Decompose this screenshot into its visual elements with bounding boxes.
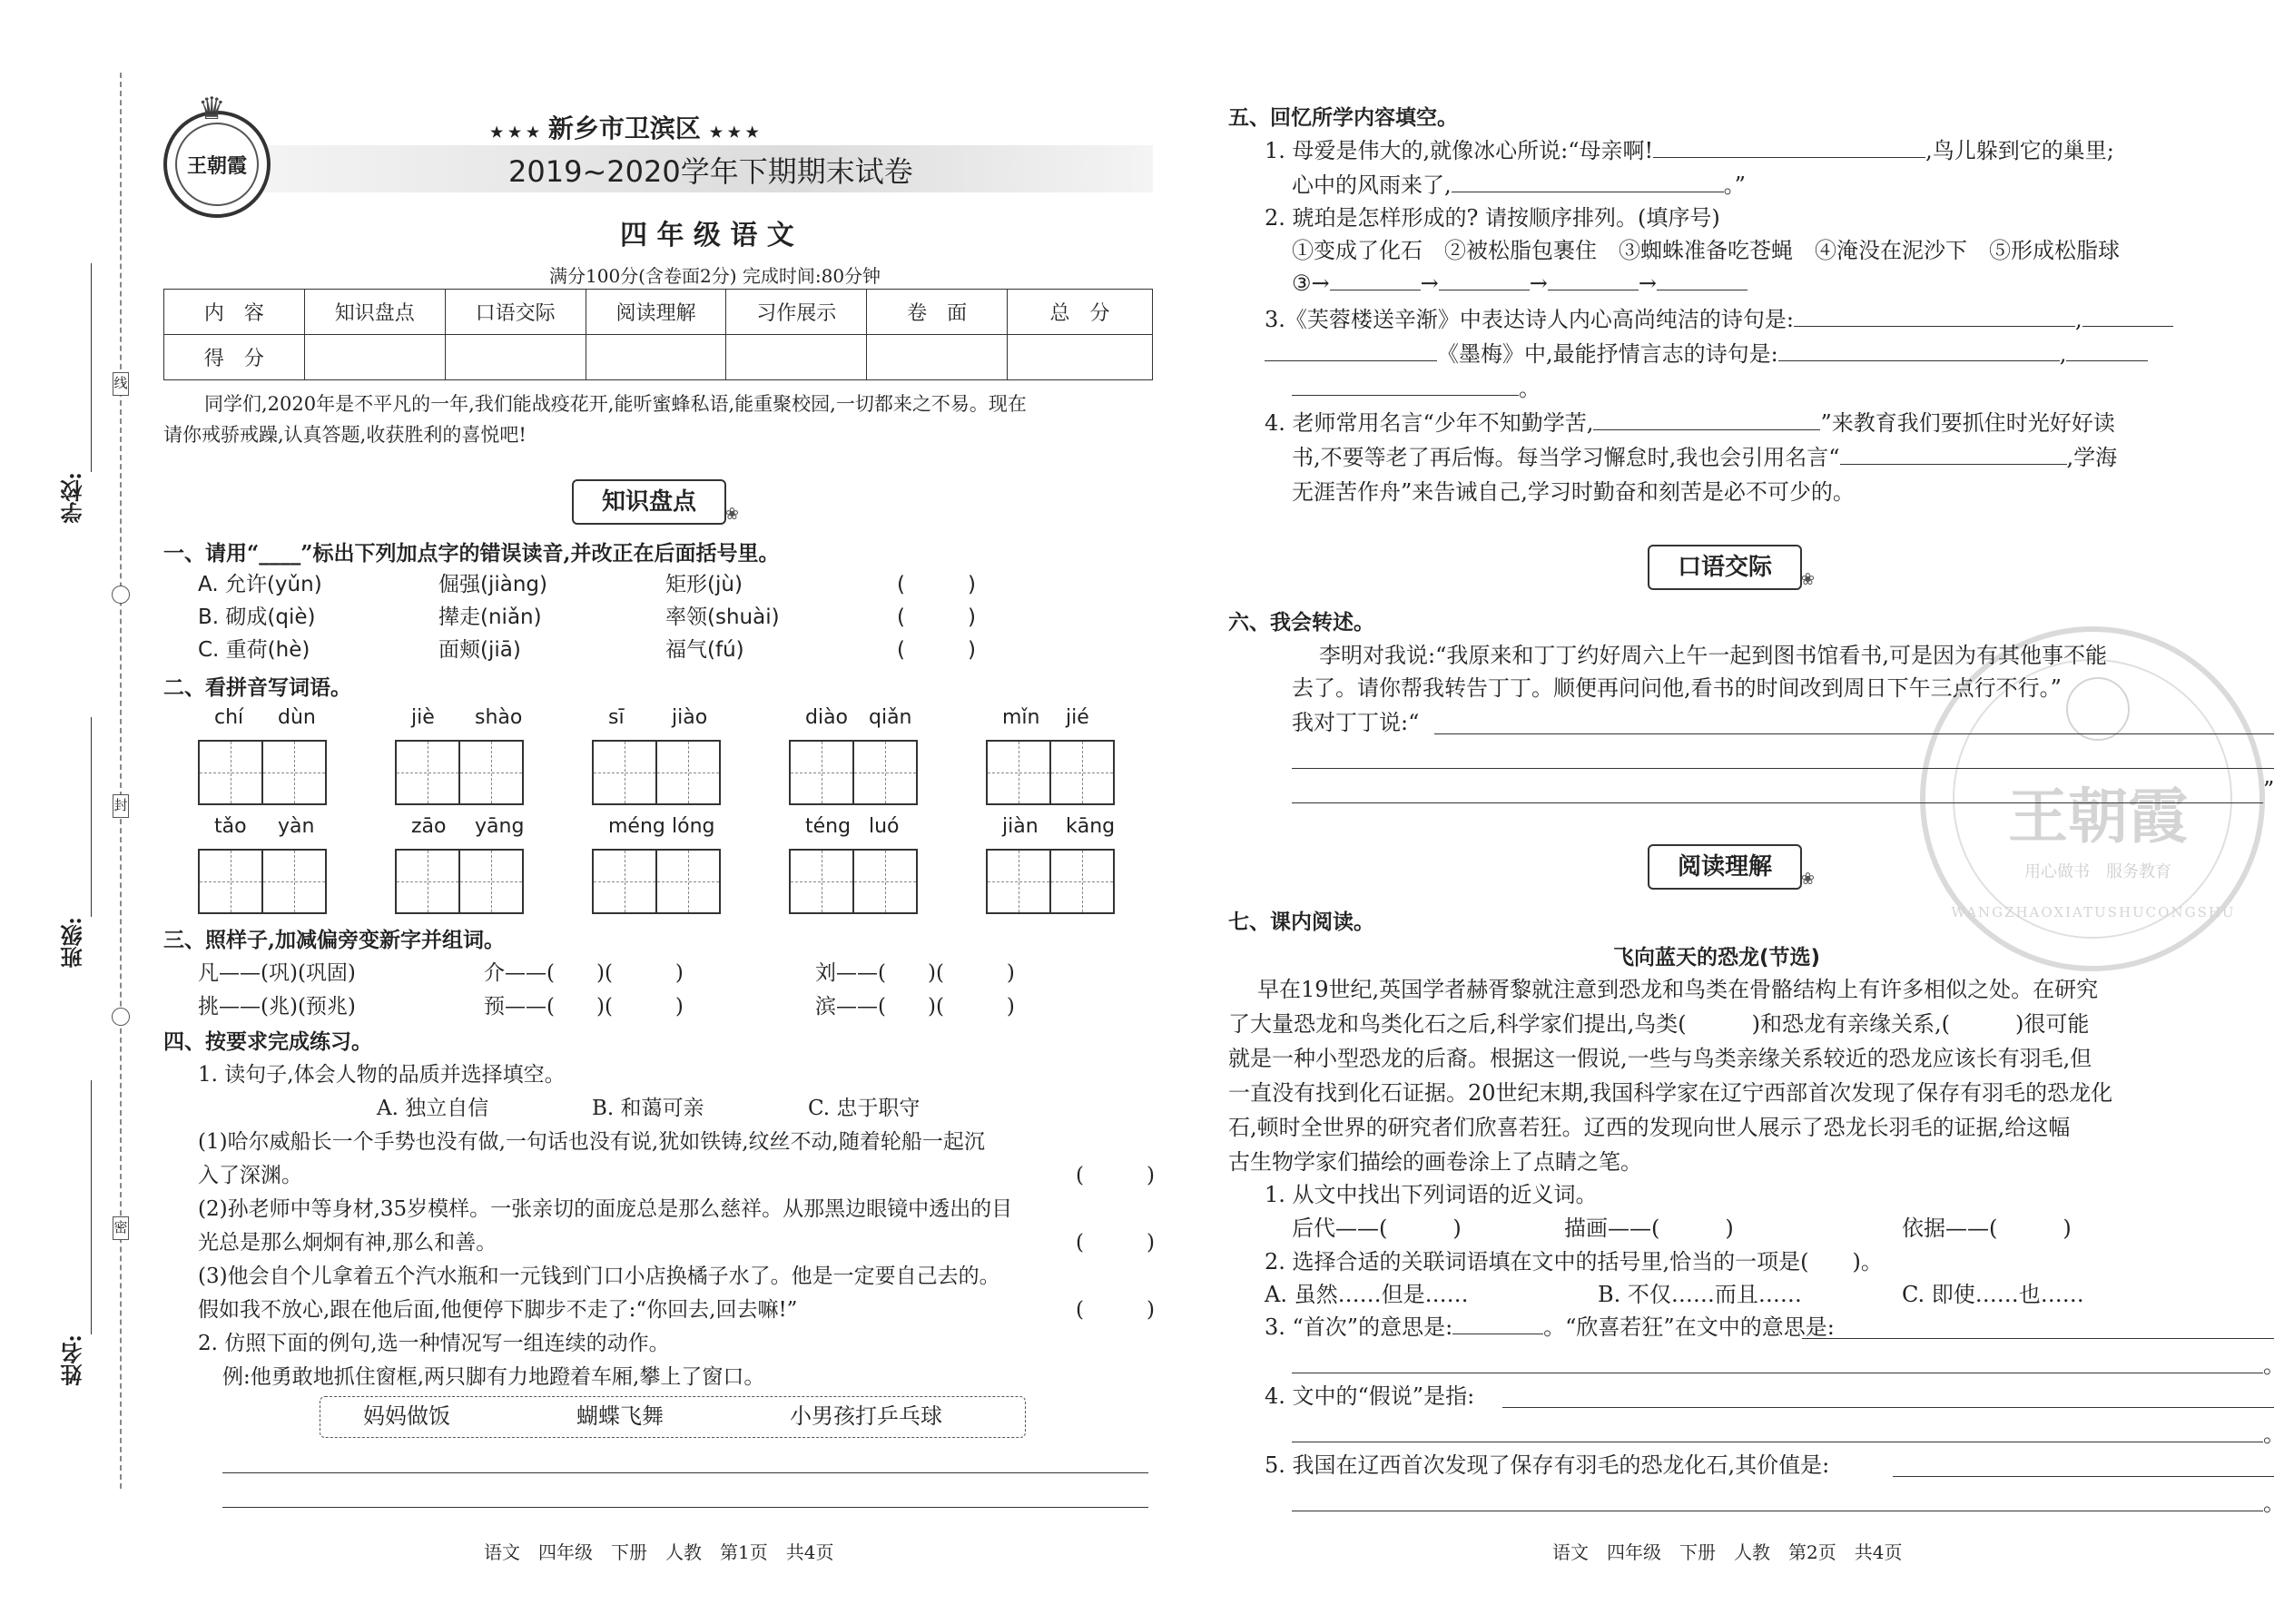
q7-sub4: 4. 文中的“假说”是指: (1265, 1383, 1475, 1409)
right-page (1167, 0, 2294, 1624)
q3-item[interactable]: 介——( )( ) (484, 961, 684, 985)
name-field[interactable] (91, 1080, 92, 1334)
q5-line1b (1292, 169, 1746, 202)
writing-cell[interactable] (592, 849, 657, 914)
passage-line: 石,顿时全世界的研究者们欣喜若狂。辽西的发现向世人展示了恐龙长羽毛的证据,给这幅 (1228, 1115, 2071, 1140)
score-cell[interactable] (304, 335, 445, 380)
q5-blank[interactable] (2082, 305, 2173, 327)
intro-line: 同学们,2020年是不平凡的一年,我们能战疫花开,能听蜜蜂私语,能重聚校园,一切都来之不易。现在 (204, 393, 1027, 415)
q5-arrow: → (1420, 271, 1439, 296)
writing-cell[interactable] (655, 740, 721, 805)
q3-title: 三、照样子,加减偏旁变新字并组词。 (163, 928, 506, 952)
writing-grid[interactable] (198, 849, 325, 914)
exam-title: 2019~2020学年下期期末试卷 (508, 154, 913, 189)
writing-cell[interactable] (986, 849, 1051, 914)
q4-item-text: 光总是那么炯炯有神,那么和善。 (198, 1231, 497, 1255)
writing-grid[interactable] (395, 740, 522, 805)
writing-cell[interactable] (592, 740, 657, 805)
watermark-big-text: 王朝霞 (2008, 781, 2188, 851)
q6-answer-line[interactable] (1434, 733, 2274, 734)
q5-seq-blank[interactable] (1657, 269, 1748, 290)
q7-sub3-line[interactable] (1802, 1338, 2274, 1339)
writing-grid[interactable] (592, 849, 719, 914)
q5-text: 《墨梅》中,最能抒情言志的诗句是: (1437, 341, 1778, 367)
footer-left: 语文 四年级 下册 人教 第1页 共4页 (484, 1541, 834, 1563)
score-table-header-row (164, 290, 1153, 335)
writing-grid[interactable] (198, 740, 325, 805)
q4-answer-line[interactable] (222, 1507, 1148, 1508)
q7-sub1-item[interactable]: 后代——( ) (1292, 1216, 1462, 1241)
q5-line3b (1265, 338, 2148, 371)
q7-sub3 (1265, 1311, 1835, 1344)
q5-line4 (1265, 407, 2115, 440)
q6-answer-line[interactable] (1292, 802, 2263, 803)
pinyin-syllable: lóng (672, 815, 715, 838)
mark-seal: 封 (113, 794, 129, 818)
score-cell[interactable] (726, 335, 867, 380)
stars-left-icon: ★ ★ ★ (490, 123, 540, 141)
q4-title: 四、按要求完成练习。 (163, 1029, 372, 1054)
q4-option: A. 独立自信 (377, 1097, 489, 1120)
q1-answer-bracket[interactable]: ( ) (897, 638, 976, 662)
pinyin-syllable: jiàn (1002, 815, 1039, 838)
q2-title: 二、看拼音写词语。 (163, 675, 351, 700)
pinyin-syllable: dùn (278, 706, 316, 729)
q7-sub5-end: 。 (2263, 1491, 2285, 1516)
intro-line: 请你戒骄戒躁,认真答题,收获胜利的喜悦吧! (163, 424, 527, 446)
writing-cell[interactable] (789, 849, 854, 914)
q7-sub3-text: 。“欣喜若狂”在文中的意思是: (1543, 1314, 1835, 1340)
section-reading-title: 阅读理解 ❀ (1648, 844, 1802, 890)
q7-sub5: 5. 我国在辽西首次发现了保存有羽毛的恐龙化石,其价值是: (1265, 1452, 1830, 1478)
q5-blank[interactable] (1292, 374, 1519, 396)
pinyin-syllable: jiè (411, 706, 435, 729)
score-cell[interactable] (445, 335, 586, 380)
pinyin-syllable: mǐn (1002, 706, 1040, 729)
q1-answer-bracket[interactable]: ( ) (897, 573, 976, 596)
writing-grid[interactable] (986, 849, 1113, 914)
pinyin-syllable: yàn (278, 815, 315, 838)
writing-cell[interactable] (986, 740, 1051, 805)
q7-sub4-end: 。 (2263, 1422, 2285, 1447)
score-header-cell: 阅读理解 (586, 290, 726, 335)
q5-blank[interactable] (1593, 408, 1820, 430)
q1-option: 福气(fú) (665, 638, 744, 662)
q7-sub1-item[interactable]: 描画——( ) (1564, 1216, 1734, 1241)
writing-cell[interactable] (395, 740, 460, 805)
q4-item-text: (2)孙老师中等身材,35岁模样。一张亲切的面庞总是那么慈祥。从那黑边眼镜中透出的目 (198, 1197, 1013, 1221)
region-title: 新乡市卫滨区 (547, 113, 701, 143)
q3-item[interactable]: 刘——( )( ) (815, 961, 1015, 985)
passage-line: 就是一种小型恐龙的后裔。根据这一假说,一些与鸟类亲缘关系较近的恐龙应该长有羽毛,但 (1228, 1046, 2092, 1071)
q5-text: 。 (1519, 376, 1541, 401)
q5-line2: 2. 琥珀是怎样形成的? 请按顺序排列。(填序号) (1265, 205, 1720, 231)
writing-cell[interactable] (458, 740, 524, 805)
q6-answer-line[interactable] (1292, 768, 2274, 769)
q5-line4b (1292, 441, 2117, 475)
q3-item: 凡——(巩)(巩固) (198, 961, 356, 985)
mark-close: 密 (113, 1216, 129, 1240)
q6-text: 李明对我说:“我原来和丁丁约好周六上午一起到图书馆看书,可是因为有其他事不能 (1319, 643, 2107, 668)
logo-text: 王朝霞 (186, 153, 247, 178)
score-cell[interactable] (1008, 335, 1153, 380)
school-field[interactable] (91, 263, 92, 472)
q5-text: 4. 老师常用名言“少年不知勤学苦, (1265, 410, 1594, 436)
q5-line1 (1265, 134, 2114, 168)
q5-arrow: → (1638, 271, 1657, 296)
writing-cell[interactable] (852, 740, 918, 805)
q5-blank[interactable] (1794, 305, 2075, 327)
score-cell[interactable] (867, 335, 1008, 380)
writing-cell[interactable] (198, 849, 263, 914)
q3-item[interactable]: 滨——( )( ) (815, 995, 1015, 1019)
q7-sub2: 2. 选择合适的关联词语填在文中的括号里,恰当的一项是( )。 (1265, 1249, 1883, 1275)
q4-choice: 蝴蝶飞舞 (576, 1403, 664, 1429)
class-label: 班级: (60, 917, 86, 969)
writing-cell[interactable] (1049, 849, 1115, 914)
q7-sub3-text: 3. “首次”的意思是: (1265, 1314, 1453, 1340)
q7-sub4-line[interactable] (1502, 1407, 2274, 1408)
q4-choice: 小男孩打乒乓球 (790, 1403, 942, 1429)
passage-line: 了大量恐龙和鸟类化石之后,科学家们提出,鸟类( )和恐龙有亲缘关系,( )很可能 (1228, 1011, 2090, 1037)
q5-blank[interactable] (1452, 171, 1724, 192)
q7-sub2-option: C. 即使……也…… (1902, 1282, 2084, 1307)
q5-blank[interactable] (2066, 340, 2148, 361)
writing-cell[interactable] (1049, 740, 1115, 805)
q5-line2-sequence (1292, 267, 1748, 300)
region-line (490, 109, 759, 145)
q7-sub1: 1. 从文中找出下列词语的近义词。 (1265, 1182, 1598, 1207)
q1-option: 倔强(jiàng) (438, 573, 547, 596)
q4-option: B. 和蔼可亲 (592, 1097, 704, 1120)
name-label: 姓名: (60, 1334, 86, 1386)
pinyin-syllable: luó (869, 815, 900, 838)
exam-info: 满分100分(含卷面2分) 完成时间:80分钟 (549, 265, 881, 287)
q7-sub2-option: A. 虽然……但是…… (1265, 1282, 1469, 1307)
q7-sub5-line[interactable] (1893, 1476, 2274, 1477)
q5-text: ,学海 (2066, 445, 2118, 470)
pinyin-syllable: jiào (672, 706, 708, 729)
q5-seq-start: ③→ (1292, 271, 1330, 296)
section-oral-title: 口语交际 ❀ (1648, 545, 1802, 590)
q4-item-text: (3)他会自个儿拿着五个汽水瓶和一元钱到门口小店换橘子水了。他是一定要自己去的。 (198, 1265, 1000, 1288)
score-row-label: 得 分 (164, 335, 305, 380)
q4-item-text: (1)哈尔威船长一个手势也没有做,一句话也没有说,犹如铁铸,纹丝不动,随着轮船一起沉 (198, 1130, 985, 1154)
q5-text: , (2074, 307, 2082, 332)
q5-line3c (1292, 372, 1541, 406)
q4-sub2: 2. 仿照下面的例句,选一种情况写一组连续的动作。 (198, 1332, 670, 1355)
q5-seq-blank[interactable] (1548, 269, 1639, 290)
q7-sub3-end: 。 (2263, 1353, 2285, 1378)
q5-text: 心中的风雨来了, (1292, 172, 1452, 198)
score-header-cell: 知识盘点 (304, 290, 445, 335)
pinyin-syllable: zāo (411, 815, 447, 838)
writing-cell[interactable] (655, 849, 721, 914)
watermark-slogan: 用心做书 服务教育 (2024, 862, 2171, 881)
q4-item-text: 入了深渊。 (198, 1164, 302, 1187)
passage-line: 一直没有找到化石证据。20世纪末期,我国科学家在辽宁西部首次发现了保存有羽毛的恐龙化 (1228, 1080, 2113, 1106)
pinyin-syllable: chí (214, 706, 244, 729)
writing-grid[interactable] (789, 849, 916, 914)
q5-line2-options: ①变成了化石 ②被松脂包裹住 ③蜘蛛准备吃苍蝇 ④淹没在泥沙下 ⑤形成松脂球 (1292, 238, 2120, 263)
q4-answer-bracket[interactable]: ( ) (1076, 1298, 1155, 1322)
stars-right-icon: ★ ★ ★ (709, 123, 759, 141)
q5-text: 3.《芙蓉楼送辛渐》中表达诗人内心高尚纯洁的诗句是: (1265, 307, 1794, 332)
pinyin-syllable: yāng (475, 815, 525, 838)
score-header-cell: 总 分 (1008, 290, 1153, 335)
q5-seq-blank[interactable] (1330, 269, 1421, 290)
q4-choice: 妈妈做饭 (363, 1403, 450, 1429)
q1-option: B. 砌成(qiè) (198, 605, 316, 629)
q7-title: 七、课内阅读。 (1228, 910, 1374, 934)
q6-title: 六、我会转述。 (1228, 610, 1374, 635)
writing-cell[interactable] (458, 849, 524, 914)
writing-cell[interactable] (789, 740, 854, 805)
score-cell[interactable] (586, 335, 726, 380)
writing-cell[interactable] (198, 740, 263, 805)
q5-text: ”来教育我们要抓住时光好好读 (1820, 410, 2115, 436)
writing-cell[interactable] (395, 849, 460, 914)
q4-answer-bracket[interactable]: ( ) (1076, 1164, 1155, 1187)
score-table (163, 289, 1153, 380)
q5-blank[interactable] (1840, 443, 2067, 465)
q3-item[interactable]: 预——( )( ) (484, 995, 684, 1019)
q5-text: , (2059, 341, 2067, 367)
writing-cell[interactable] (852, 849, 918, 914)
q5-line4c: 无涯苦作舟”来告诫自己,学习时勤奋和刻苦是必不可少的。 (1292, 479, 1855, 505)
q4-item-text: 假如我不放心,跟在他后面,他便停下脚步不走了:“你回去,回去嘛!” (198, 1298, 798, 1322)
watermark-portrait-icon (2066, 677, 2130, 741)
binding-dashed-line (120, 73, 122, 1489)
score-header-cell: 卷 面 (867, 290, 1008, 335)
q5-seq-blank[interactable] (1439, 269, 1530, 290)
writing-grid[interactable] (986, 740, 1113, 805)
passage-line: 古生物学家们描绘的画卷涂上了点睛之笔。 (1228, 1149, 1642, 1175)
school-label: 学校: (60, 472, 86, 524)
q5-blank[interactable] (1778, 340, 2060, 361)
writing-grid[interactable] (789, 740, 916, 805)
q5-text: ,鸟儿躲到它的巢里; (1925, 138, 2114, 163)
pinyin-syllable: jié (1066, 706, 1089, 729)
q5-text: 书,不要等老了再后悔。每当学习懈怠时,我也会引用名言“ (1292, 445, 1840, 470)
q1-answer-bracket[interactable]: ( ) (897, 605, 976, 629)
q1-option: A. 允许(yǔn) (198, 573, 322, 596)
q5-blank[interactable] (1653, 136, 1925, 158)
score-header-cell: 习作展示 (726, 290, 867, 335)
binding-hole-icon (112, 586, 130, 604)
passage-title: 飞向蓝天的恐龙(节选) (1613, 946, 1821, 969)
q1-option: 率领(shuài) (665, 605, 780, 629)
q1-title: 一、请用“____”标出下列加点字的错误读音,并改正在后面括号里。 (163, 541, 780, 566)
crown-icon: ♛ (198, 91, 226, 127)
q3-item: 挑——(兆)(预兆) (198, 995, 356, 1019)
q6-prompt: 我对丁丁说:“ (1292, 710, 1420, 735)
score-header-cell: 口语交际 (445, 290, 586, 335)
q5-title: 五、回忆所学内容填空。 (1228, 105, 1458, 130)
q7-sub2-option: B. 不仅……而且…… (1598, 1282, 1802, 1307)
q4-answer-line[interactable] (222, 1472, 1148, 1473)
q5-text: 1. 母爱是伟大的,就像冰心所说:“母亲啊! (1265, 138, 1654, 163)
q1-option: 面颊(jiā) (438, 638, 521, 662)
score-table-row (164, 335, 1153, 380)
q1-option: 矩形(jù) (665, 573, 743, 596)
q1-option: C. 重荷(hè) (198, 638, 310, 662)
writing-cell[interactable] (261, 849, 327, 914)
q5-arrow: → (1529, 271, 1548, 296)
binding-hole-icon (112, 1008, 130, 1026)
pinyin-syllable: kāng (1066, 815, 1116, 838)
pinyin-syllable: shào (475, 706, 523, 729)
passage-line: 早在19世纪,英国学者赫胥黎就注意到恐龙和鸟类在骨骼结构上有许多相似之处。在研究 (1257, 977, 2099, 1002)
pinyin-syllable: diào (805, 706, 849, 729)
pinyin-syllable: méng (608, 815, 665, 838)
logo-inner (175, 123, 259, 206)
writing-grid[interactable] (592, 740, 719, 805)
q4-example: 例:他勇敢地抓住窗框,两只脚有力地蹬着车厢,攀上了窗口。 (222, 1365, 765, 1389)
footer-right: 语文 四年级 下册 人教 第2页 共4页 (1552, 1541, 1903, 1563)
q5-text: 。” (1723, 172, 1746, 198)
pinyin-syllable: téng (805, 815, 852, 838)
q4-sub1: 1. 读句子,体会人物的品质并选择填空。 (198, 1063, 566, 1087)
class-field[interactable] (91, 717, 92, 917)
pinyin-syllable: tǎo (214, 815, 247, 838)
q4-option: C. 忠于职守 (808, 1097, 921, 1120)
q5-line3 (1265, 303, 2173, 337)
q7-sub3-blank[interactable] (1452, 1313, 1543, 1334)
mark-line: 线 (113, 372, 129, 396)
q5-blank[interactable] (1265, 340, 1437, 361)
q7-sub1-item[interactable]: 依据——( ) (1902, 1216, 2072, 1241)
writing-grid[interactable] (395, 849, 522, 914)
score-header-cell: 内 容 (164, 290, 305, 335)
section-knowledge-title: 知识盘点 ❀ (572, 479, 726, 525)
watermark-ring-text: WANGZHAOXIATUSHUCONGSHU (1951, 904, 2236, 920)
pinyin-syllable: sī (608, 706, 625, 729)
writing-cell[interactable] (261, 740, 327, 805)
q6-text: 去了。请你帮我转告丁丁。顺便再问问他,看书的时间改到周日下午三点行不行。” (1292, 675, 2062, 701)
subject-title: 四 年 级 语 文 (620, 220, 794, 251)
q4-answer-bracket[interactable]: ( ) (1076, 1231, 1155, 1255)
q6-close-quote: ” (2263, 777, 2275, 802)
q1-option: 撵走(niǎn) (438, 605, 542, 629)
pinyin-syllable: qiǎn (869, 706, 912, 729)
